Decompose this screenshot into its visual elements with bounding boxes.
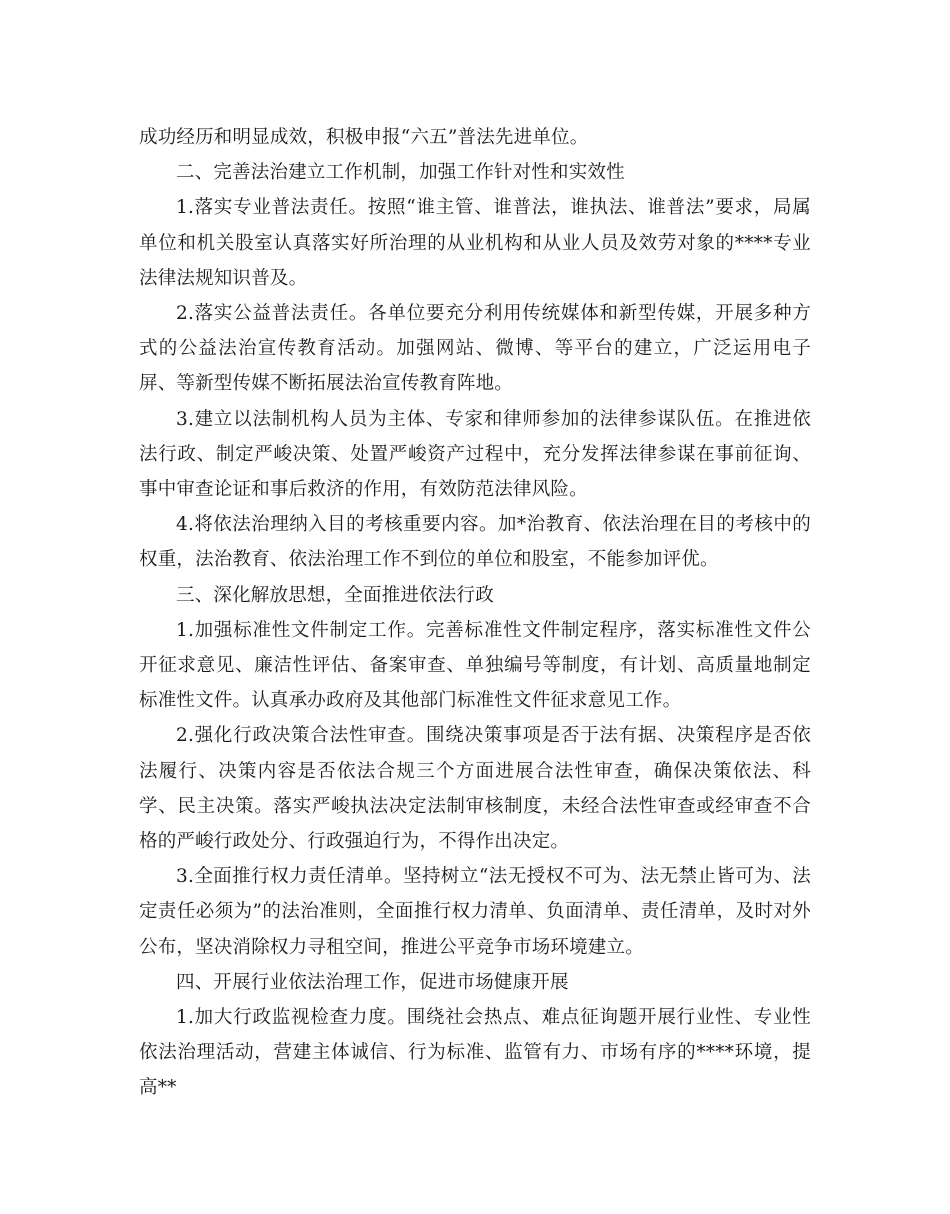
paragraph-2-3: 3.建立以法制机构人员为主体、专家和律师参加的法律参谋队伍。在推进依法行政、制定严峻决策、处置严峻资产过程中，充分发挥法律参谋在事前征询、事中审查论证和事后救济的作用，有效防范法律风险。 [139,408,811,501]
paragraph-2-2: 2.落实公益普法责任。各单位要充分利用传统媒体和新型传媒，开展多种方式的公益法治宣传教育活动。加强网站、微博、等平台的建立，广泛运用电子屏、等新型传媒不断拓展法治宣传教育阵地。 [139,303,811,395]
section-heading-3: 三、深化解放思想，全面推进依法行政 [176,584,494,606]
document-body [139,120,811,1106]
paragraph-3-3: 3.全面推行权力责任清单。坚持树立“法无授权不可为、法无禁止皆可为、法定责任必须为”的法治准则，全面推行权力清单、负面清单、责任清单，及时对外公布，坚决消除权力寻租空间，推进公平竞争市场环境建立。 [139,866,811,958]
paragraph-2-4: 4.将依法治理纳入目的考核重要内容。加*治教育、依法治理在目的考核中的权重，法治教育、依法治理工作不到位的单位和股室，不能参加评优。 [139,514,811,571]
section-heading-4: 四、开展行业依法治理工作，促进市场健康开展 [176,971,569,993]
section-heading-2: 二、完善法治建立工作机制，加强工作针对性和实效性 [176,162,625,184]
paragraph-3-1: 1.加强标准性文件制定工作。完善标准性文件制定程序，落实标准性文件公开征求意见、廉洁性评估、备案审查、单独编号等制度，有计划、高质量地制定标准性文件。认真承办政府及其他部门标准性文件征求意见工作。 [139,619,811,712]
paragraph-2-1: 1.落实专业普法责任。按照“谁主管、谁普法，谁执法、谁普法”要求，局属单位和机关股室认真落实好所治理的从业机构和从业人员及效劳对象的****专业法律法规知识普及。 [139,197,811,289]
paragraph-4-1: 1.加大行政监视检查力度。围绕社会热点、难点征询题开展行业性、专业性依法治理活动，营建主体诚信、行为标准、监管有力、市场有序的****环境，提高** [139,1007,811,1099]
paragraph-3-2: 2.强化行政决策合法性审查。围绕决策事项是否于法有据、决策程序是否依法履行、决策内容是否依法合规三个方面进展合法性审查，确保决策依法、科学、民主决策。落实严峻执法决定法制审核制度，未经合法性审查或经审查不合格的严峻行政处分、行政强迫行为，不得作出决定。 [139,725,811,853]
paragraph-continuation: 成功经历和明显成效，积极申报“六五”普法先进单位。 [139,127,589,148]
